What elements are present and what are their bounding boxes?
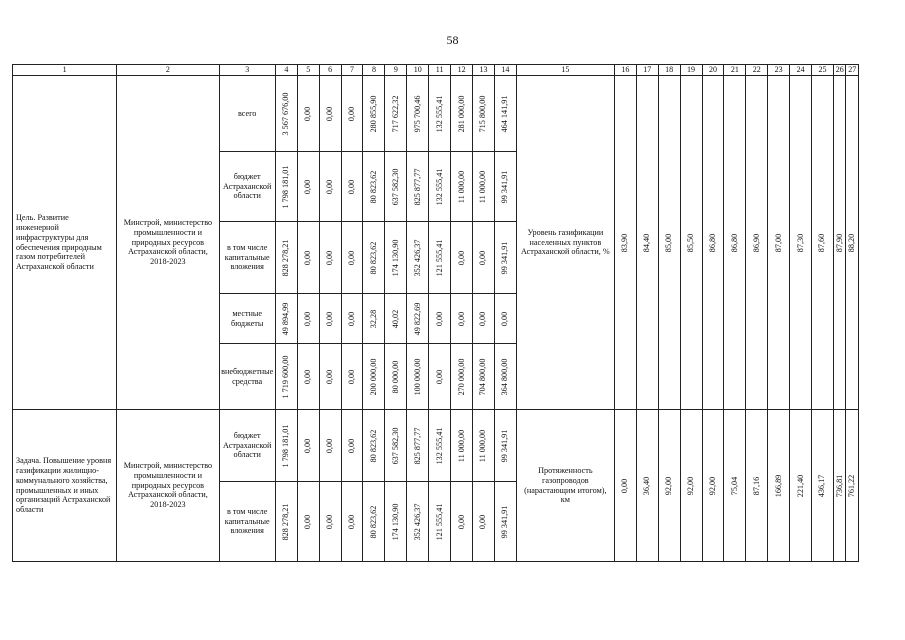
goal-funding-value (363, 152, 385, 222)
column-number-16: 16 (614, 65, 636, 76)
goal-indicator-value (614, 76, 636, 410)
goal-funding-value (363, 222, 385, 294)
goal-funding-value (297, 294, 319, 344)
goal-funding-value (297, 76, 319, 152)
goal-indicator-value-text: 87,90 (834, 233, 844, 252)
column-number-25: 25 (812, 65, 834, 76)
column-number-1: 1 (13, 65, 117, 76)
goal-indicator-value-text: 86,90 (751, 233, 761, 252)
task-funding-value (363, 482, 385, 562)
column-number-14: 14 (494, 65, 516, 76)
goal-indicator-value (702, 76, 724, 410)
column-number-18: 18 (658, 65, 680, 76)
column-number-2: 2 (117, 65, 219, 76)
goal-funding-value (341, 152, 363, 222)
task-funding-value-text: 1 798 181,01 (281, 424, 291, 467)
task-indicator-value-text: 92,00 (708, 476, 718, 495)
goal-funding-value (319, 344, 341, 410)
task-funding-value-text: 0,00 (347, 514, 357, 529)
goal-funding-value-text: 1 798 181,01 (281, 165, 291, 208)
column-number-6: 6 (319, 65, 341, 76)
goal-indicator-value (636, 76, 658, 410)
goal-funding-value (275, 152, 297, 222)
task-indicator-value-text: 87,16 (751, 476, 761, 495)
task-indicator-value-text: 92,00 (686, 476, 696, 495)
task-funding-value (451, 410, 473, 482)
goal-indicator-value-text: 86,80 (729, 233, 739, 252)
goal-funding-value (429, 152, 451, 222)
goal-funding-value (429, 222, 451, 294)
task-funding-value (363, 410, 385, 482)
goal-funding-value (407, 76, 429, 152)
program-table (12, 64, 859, 562)
goal-funding-value (385, 76, 407, 152)
goal-funding-label: внебюджетные средства (219, 344, 275, 410)
column-number-row (13, 65, 859, 76)
goal-indicator-value-text: 85,00 (664, 233, 674, 252)
task-funding-value-text: 0,00 (325, 438, 335, 453)
goal-funding-value-text: 11 000,00 (456, 170, 466, 203)
goal-indicator-value-text: 86,80 (708, 233, 718, 252)
column-number-11: 11 (429, 65, 451, 76)
task-funding-value-text: 174 130,90 (390, 503, 400, 540)
task-indicator-value (812, 410, 834, 562)
goal-funding-value-text: 0,00 (303, 369, 313, 384)
task-indicator-value-text: 0,00 (620, 478, 630, 493)
goal-funding-value-text: 0,00 (325, 311, 335, 326)
goal-indicator-value-text: 84,40 (642, 233, 652, 252)
task-indicator-value (746, 410, 768, 562)
goal-funding-value (451, 152, 473, 222)
column-number-15: 15 (516, 65, 614, 76)
task-indicator-value (833, 410, 846, 562)
goal-executor: Минстрой, министерство промышленности и природных ресурсов Астраханской области, 2018-2023 (117, 76, 219, 410)
goal-funding-value-text: 975 700,46 (412, 95, 422, 132)
goal-funding-value-text: 280 855,90 (369, 95, 379, 132)
task-funding-value-text: 11 000,00 (456, 429, 466, 462)
goal-funding-value-text: 0,00 (325, 369, 335, 384)
task-funding-value-text: 80 823,62 (369, 505, 379, 538)
task-funding-value (494, 410, 516, 482)
task-title: Задача. Повышение уровня газификации жилищно-коммунального хозяйства, промышленных и иных организаций Астраханской области (13, 410, 117, 562)
task-funding-value-text: 825 877,77 (412, 427, 422, 464)
goal-funding-value-text: 0,00 (303, 106, 313, 121)
goal-funding-value-text: 281 000,00 (456, 95, 466, 132)
goal-funding-value-text: 0,00 (347, 311, 357, 326)
task-funding-value (385, 482, 407, 562)
task-funding-value-text: 132 555,41 (434, 427, 444, 464)
goal-funding-value (341, 344, 363, 410)
task-indicator-value (768, 410, 790, 562)
goal-indicator-value-text: 85,50 (686, 233, 696, 252)
goal-funding-value-text: 0,00 (325, 106, 335, 121)
goal-funding-value (341, 76, 363, 152)
goal-funding-value (319, 152, 341, 222)
task-indicator-value-text: 761,22 (847, 474, 857, 497)
task-indicator-value-text: 736,81 (834, 474, 844, 497)
column-number-5: 5 (297, 65, 319, 76)
goal-row (13, 76, 859, 152)
goal-indicator-value (680, 76, 702, 410)
goal-indicator-value (768, 76, 790, 410)
goal-funding-value (473, 152, 495, 222)
goal-funding-value (473, 344, 495, 410)
goal-funding-value (275, 222, 297, 294)
goal-funding-value (385, 344, 407, 410)
task-indicator-value-text: 36,40 (642, 476, 652, 495)
task-funding-value-text: 121 555,41 (434, 503, 444, 540)
goal-funding-value (473, 222, 495, 294)
column-number-10: 10 (407, 65, 429, 76)
goal-funding-value (451, 76, 473, 152)
goal-funding-value (275, 76, 297, 152)
task-funding-value-text: 0,00 (303, 514, 313, 529)
goal-funding-label: бюджет Астраханской области (219, 152, 275, 222)
column-number-26: 26 (833, 65, 846, 76)
goal-funding-value-text: 0,00 (456, 311, 466, 326)
goal-funding-value (319, 76, 341, 152)
task-funding-value-text: 0,00 (325, 514, 335, 529)
goal-indicator-value-text: 87,30 (795, 233, 805, 252)
goal-title: Цель. Развитие инженерной инфраструктуры для обеспечения природным газом потребителей Астраханской области (13, 76, 117, 410)
column-number-12: 12 (451, 65, 473, 76)
task-funding-value (297, 410, 319, 482)
goal-funding-value-text: 704 800,00 (478, 358, 488, 395)
task-funding-value-text: 0,00 (456, 514, 466, 529)
goal-funding-value (385, 294, 407, 344)
goal-indicator-value-text: 88,20 (847, 233, 857, 252)
column-number-22: 22 (746, 65, 768, 76)
task-funding-value (473, 482, 495, 562)
goal-funding-value-text: 0,00 (303, 179, 313, 194)
task-funding-value (451, 482, 473, 562)
task-funding-value (319, 482, 341, 562)
task-funding-value (429, 410, 451, 482)
column-number-7: 7 (341, 65, 363, 76)
task-funding-value (429, 482, 451, 562)
task-funding-value-text: 0,00 (478, 514, 488, 529)
column-number-20: 20 (702, 65, 724, 76)
goal-funding-value (363, 294, 385, 344)
goal-funding-value-text: 40,02 (390, 309, 400, 328)
goal-funding-value-text: 0,00 (325, 179, 335, 194)
task-funding-value-text: 828 278,21 (281, 503, 291, 540)
goal-funding-value (407, 152, 429, 222)
column-number-3: 3 (219, 65, 275, 76)
goal-funding-value-text: 828 278,21 (281, 239, 291, 276)
task-indicator-value (702, 410, 724, 562)
task-funding-value (341, 482, 363, 562)
goal-funding-value-text: 49 822,69 (412, 302, 422, 335)
goal-funding-value (363, 76, 385, 152)
task-funding-value (319, 410, 341, 482)
goal-indicator-value (724, 76, 746, 410)
column-number-19: 19 (680, 65, 702, 76)
goal-funding-value-text: 352 426,37 (412, 239, 422, 276)
task-executor: Минстрой, министерство промышленности и природных ресурсов Астраханской области, 2018-2023 (117, 410, 219, 562)
goal-funding-value (429, 344, 451, 410)
task-funding-value (473, 410, 495, 482)
goal-funding-value (494, 222, 516, 294)
goal-indicator-value (846, 76, 859, 410)
task-funding-value (407, 410, 429, 482)
task-indicator-value-text: 75,04 (729, 476, 739, 495)
task-funding-value (341, 410, 363, 482)
goal-indicator-value-text: 83,90 (620, 233, 630, 252)
goal-funding-value-text: 0,00 (500, 311, 510, 326)
task-funding-value (385, 410, 407, 482)
goal-funding-value-text: 11 000,00 (478, 170, 488, 203)
goal-funding-value-text: 0,00 (478, 250, 488, 265)
task-funding-value (297, 482, 319, 562)
task-funding-value-text: 0,00 (303, 438, 313, 453)
goal-funding-value-text: 464 141,91 (500, 95, 510, 132)
goal-funding-value-text: 49 894,99 (281, 302, 291, 335)
task-indicator-value (636, 410, 658, 562)
goal-funding-value (451, 294, 473, 344)
task-funding-value (407, 482, 429, 562)
column-number-27: 27 (846, 65, 859, 76)
goal-funding-value-text: 0,00 (347, 369, 357, 384)
goal-funding-value-text: 717 622,32 (390, 95, 400, 132)
task-indicator-value-text: 166,89 (773, 474, 783, 497)
goal-funding-value-text: 637 582,30 (390, 168, 400, 205)
task-indicator-value (724, 410, 746, 562)
goal-funding-value (407, 222, 429, 294)
task-funding-label: в том числе капитальные вложения (219, 482, 275, 562)
task-funding-value-text: 0,00 (347, 438, 357, 453)
goal-funding-value-text: 200 000,00 (369, 358, 379, 395)
goal-funding-value-text: 174 130,90 (390, 239, 400, 276)
task-funding-label: бюджет Астраханской области (219, 410, 275, 482)
goal-funding-value-text: 80 823,62 (369, 241, 379, 274)
task-funding-value-text: 11 000,00 (478, 429, 488, 462)
goal-funding-value (363, 344, 385, 410)
goal-funding-value-text: 364 800,00 (500, 358, 510, 395)
column-number-9: 9 (385, 65, 407, 76)
task-indicator-value (790, 410, 812, 562)
goal-funding-value (319, 222, 341, 294)
task-funding-value-text: 99 341,91 (500, 505, 510, 538)
task-indicator-value-text: 221,40 (795, 474, 805, 497)
task-indicator-value-text: 92,00 (664, 476, 674, 495)
column-number-24: 24 (790, 65, 812, 76)
task-funding-value-text: 352 426,37 (412, 503, 422, 540)
goal-funding-value (319, 294, 341, 344)
goal-indicator-value-text: 87,00 (773, 233, 783, 252)
task-funding-value-text: 80 823,62 (369, 429, 379, 462)
goal-funding-value (429, 76, 451, 152)
goal-funding-value (429, 294, 451, 344)
goal-funding-value-text: 3 567 676,00 (281, 92, 291, 135)
task-funding-value (275, 410, 297, 482)
task-indicator-value (680, 410, 702, 562)
goal-funding-value-text: 0,00 (303, 250, 313, 265)
task-indicator-value (614, 410, 636, 562)
goal-funding-value-text: 80 000,00 (390, 360, 400, 393)
goal-funding-value (385, 222, 407, 294)
goal-funding-value-text: 0,00 (456, 250, 466, 265)
goal-funding-value (451, 344, 473, 410)
goal-funding-value (297, 222, 319, 294)
goal-funding-value-text: 0,00 (478, 311, 488, 326)
goal-funding-value (341, 222, 363, 294)
goal-funding-value-text: 32,28 (369, 309, 379, 328)
task-row (13, 410, 859, 482)
goal-funding-value (473, 76, 495, 152)
goal-funding-value-text: 99 341,91 (500, 170, 510, 203)
column-number-21: 21 (724, 65, 746, 76)
goal-funding-value-text: 825 877,77 (412, 168, 422, 205)
goal-funding-value-text: 80 823,62 (369, 170, 379, 203)
goal-funding-value-text: 715 800,00 (478, 95, 488, 132)
goal-funding-value (341, 294, 363, 344)
task-funding-value-text: 637 582,30 (390, 427, 400, 464)
goal-indicator-value (833, 76, 846, 410)
goal-funding-label: местные бюджеты (219, 294, 275, 344)
goal-funding-value-text: 0,00 (303, 311, 313, 326)
column-number-17: 17 (636, 65, 658, 76)
goal-funding-value-text: 270 000,00 (456, 358, 466, 395)
task-funding-value (494, 482, 516, 562)
goal-funding-value-text: 132 555,41 (434, 168, 444, 205)
task-indicator-value-text: 436,17 (817, 474, 827, 497)
goal-funding-value (297, 344, 319, 410)
task-indicator-value (846, 410, 859, 562)
goal-indicator: Уровень газификации населенных пунктов Астраханской области, % (516, 76, 614, 410)
goal-indicator-value (658, 76, 680, 410)
goal-funding-value-text: 100 000,00 (412, 358, 422, 395)
goal-indicator-value-text: 87,60 (817, 233, 827, 252)
task-funding-value-text: 99 341,91 (500, 429, 510, 462)
column-number-8: 8 (363, 65, 385, 76)
goal-funding-value (494, 152, 516, 222)
goal-funding-value-text: 0,00 (347, 250, 357, 265)
goal-funding-value (275, 294, 297, 344)
goal-funding-value-text: 1 719 600,00 (281, 355, 291, 398)
goal-funding-value (451, 222, 473, 294)
goal-funding-value-text: 121 555,41 (434, 239, 444, 276)
goal-funding-value-text: 0,00 (434, 369, 444, 384)
goal-funding-value (494, 344, 516, 410)
goal-funding-value (494, 294, 516, 344)
task-funding-value (275, 482, 297, 562)
goal-funding-value (407, 344, 429, 410)
goal-funding-value-text: 132 555,41 (434, 95, 444, 132)
goal-indicator-value (790, 76, 812, 410)
goal-funding-label: всего (219, 76, 275, 152)
column-number-13: 13 (473, 65, 495, 76)
goal-funding-value (407, 294, 429, 344)
column-number-23: 23 (768, 65, 790, 76)
task-indicator-value (658, 410, 680, 562)
goal-funding-value-text: 0,00 (325, 250, 335, 265)
goal-funding-label: в том числе капитальные вложения (219, 222, 275, 294)
goal-funding-value (494, 76, 516, 152)
goal-funding-value-text: 0,00 (347, 179, 357, 194)
goal-indicator-value (812, 76, 834, 410)
goal-funding-value (473, 294, 495, 344)
goal-funding-value-text: 0,00 (434, 311, 444, 326)
goal-funding-value (385, 152, 407, 222)
goal-funding-value (275, 344, 297, 410)
page-number: 58 (446, 33, 459, 47)
goal-indicator-value (746, 76, 768, 410)
goal-funding-value-text: 0,00 (347, 106, 357, 121)
task-indicator: Протяженность газопроводов (нарастающим итогом), км (516, 410, 614, 562)
goal-funding-value (297, 152, 319, 222)
column-number-4: 4 (275, 65, 297, 76)
goal-funding-value-text: 99 341,91 (500, 241, 510, 274)
